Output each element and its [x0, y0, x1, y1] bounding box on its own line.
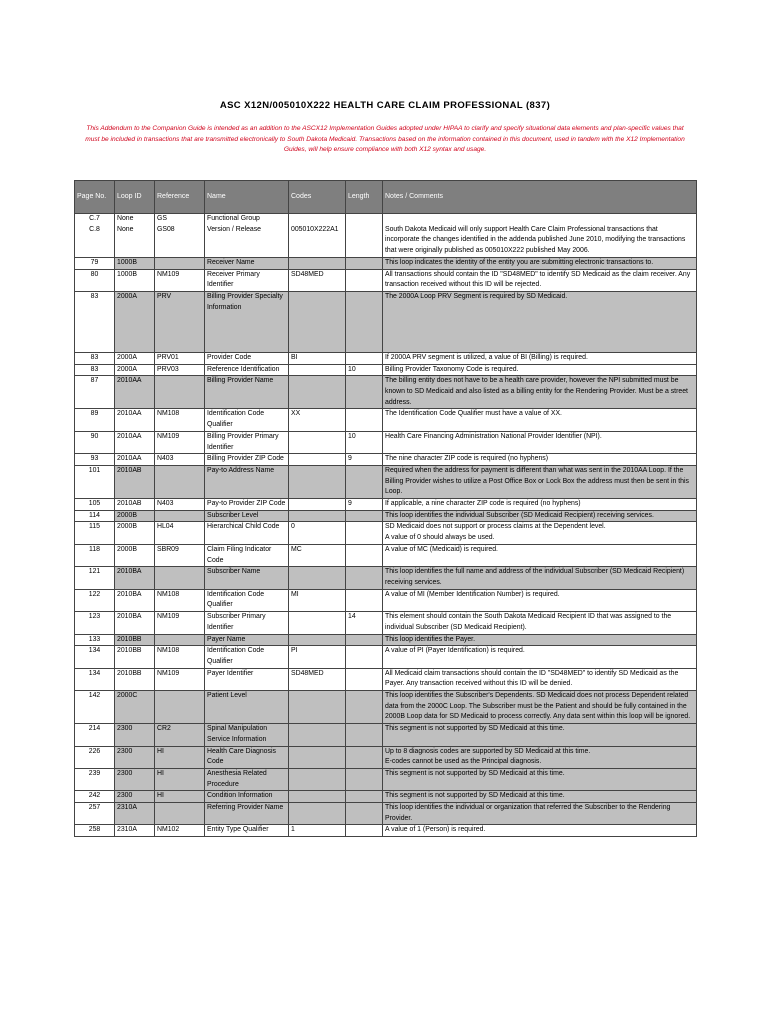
cell-loop-id: 2000C	[115, 691, 155, 724]
cell-page-no: 142	[75, 691, 115, 724]
document-title: ASC X12N/005010X222 HEALTH CARE CLAIM PROFESSIONAL (837)	[219, 100, 551, 111]
cell-notes: A value of MI (Member Identification Number) is required.	[383, 589, 697, 611]
cell-codes	[289, 376, 346, 409]
cell-page-no: 123	[75, 612, 115, 634]
cell-name: Payer Identifier	[205, 668, 289, 690]
cell-name: Identification Code Qualifier	[205, 409, 289, 431]
cell-notes: The billing entity does not have to be a health care provider, however the NPI submitted must be known to SD Medicaid and also listed as a billing entity for the Rendering Provider. Must be a street address.	[383, 376, 697, 409]
cell-length	[346, 409, 383, 431]
cell-page-no: 257	[75, 803, 115, 825]
cell-reference	[155, 257, 205, 269]
cell-loop-id: 2300	[115, 791, 155, 803]
cell-name: Subscriber Primary Identifier	[205, 612, 289, 634]
cell-length	[346, 269, 383, 291]
table-row	[75, 376, 697, 409]
cell-loop-id: 2010AB	[115, 499, 155, 511]
cell-name: Referring Provider Name	[205, 803, 289, 825]
cell-notes: South Dakota Medicaid will only support Health Care Claim Professional transactions that incorporate the changes identified in the addenda published June 2010, modifying the transactions that were originally published as 005010X222 published May 2006.	[383, 214, 697, 258]
table-row	[75, 499, 697, 511]
table-row	[75, 691, 697, 724]
cell-notes: This segment is not supported by SD Medicaid at this time.	[383, 724, 697, 746]
cell-name: Billing Provider Name	[205, 376, 289, 409]
cell-name: Subscriber Name	[205, 567, 289, 589]
cell-name: Health Care Diagnosis Code	[205, 746, 289, 768]
cell-name: Reference Identification	[205, 364, 289, 376]
cell-length	[346, 465, 383, 498]
cell-loop-id: 2000B	[115, 522, 155, 544]
cell-page-no: 214	[75, 724, 115, 746]
cell-notes: This loop identifies the full name and address of the individual Subscriber (SD Medicaid Recipient) receiving services.	[383, 567, 697, 589]
cell-reference: NM102	[155, 825, 205, 837]
cell-notes: Billing Provider Taxonomy Code is required.	[383, 364, 697, 376]
cell-name: Payer Name	[205, 634, 289, 646]
cell-length	[346, 791, 383, 803]
cell-page-no: 115	[75, 522, 115, 544]
cell-notes: All Medicaid claim transactions should contain the ID "SD48MED" to identify SD Medicaid as the Payer. Any transaction received without this ID will be denied.	[383, 668, 697, 690]
cell-length	[346, 825, 383, 837]
cell-notes: Health Care Financing Administration National Provider Identifier (NPI).	[383, 431, 697, 453]
cell-reference: SBR09	[155, 544, 205, 566]
cell-name: Billing Provider Specialty Information	[205, 291, 289, 352]
cell-notes: This segment is not supported by SD Medicaid at this time.	[383, 791, 697, 803]
cell-codes	[289, 257, 346, 269]
cell-length: 9	[346, 499, 383, 511]
cell-codes	[289, 431, 346, 453]
header-codes: Codes	[289, 181, 346, 214]
cell-name: Entity Type Qualifier	[205, 825, 289, 837]
cell-notes: This loop identifies the individual Subscriber (SD Medicaid Recipient) receiving services.	[383, 510, 697, 522]
cell-page-no: 133	[75, 634, 115, 646]
table-row	[75, 257, 697, 269]
cell-reference: HL04	[155, 522, 205, 544]
cell-codes	[289, 746, 346, 768]
cell-page-no: 80	[75, 269, 115, 291]
cell-page-no: 134	[75, 646, 115, 668]
cell-length	[346, 589, 383, 611]
table-row	[75, 791, 697, 803]
cell-length	[346, 567, 383, 589]
table-row	[75, 291, 697, 352]
table-row	[75, 431, 697, 453]
cell-loop-id: None None	[115, 214, 155, 258]
cell-page-no: C.7 C.8	[75, 214, 115, 258]
table-row	[75, 544, 697, 566]
cell-loop-id: 2010AA	[115, 431, 155, 453]
cell-loop-id: 2300	[115, 746, 155, 768]
cell-notes: A value of PI (Payer Identification) is required.	[383, 646, 697, 668]
cell-loop-id: 2010BB	[115, 668, 155, 690]
cell-reference: CR2	[155, 724, 205, 746]
cell-name: Spinal Manipulation Service Information	[205, 724, 289, 746]
cell-reference: NM109	[155, 668, 205, 690]
cell-reference	[155, 510, 205, 522]
cell-loop-id: 2300	[115, 768, 155, 790]
header-name: Name	[205, 181, 289, 214]
cell-notes: A value of 1 (Person) is required.	[383, 825, 697, 837]
table-row	[75, 634, 697, 646]
cell-name: Receiver Name	[205, 257, 289, 269]
cell-reference: HI	[155, 768, 205, 790]
cell-reference	[155, 803, 205, 825]
cell-codes	[289, 291, 346, 352]
cell-codes	[289, 465, 346, 498]
table-row	[75, 768, 697, 790]
cell-notes: This loop identifies the Payer.	[383, 634, 697, 646]
cell-page-no: 226	[75, 746, 115, 768]
cell-notes: Required when the address for payment is different than what was sent in the 2010AA Loop. If the Billing Provider wishes to utilize a Post Office Box or Lock Box the address must then be sent in this Loop.	[383, 465, 697, 498]
table-row	[75, 522, 697, 544]
cell-codes	[289, 691, 346, 724]
cell-length	[346, 668, 383, 690]
cell-reference	[155, 376, 205, 409]
cell-page-no: 83	[75, 352, 115, 364]
cell-page-no: 93	[75, 454, 115, 466]
cell-page-no: 134	[75, 668, 115, 690]
cell-length	[346, 214, 383, 258]
cell-reference: N403	[155, 499, 205, 511]
header-notes: Notes / Comments	[383, 181, 697, 214]
cell-reference	[155, 567, 205, 589]
cell-name: Condition Information	[205, 791, 289, 803]
cell-loop-id: 2010AA	[115, 376, 155, 409]
cell-loop-id: 1000B	[115, 257, 155, 269]
cell-codes	[289, 364, 346, 376]
cell-reference	[155, 691, 205, 724]
cell-length	[346, 522, 383, 544]
cell-reference: PRV01	[155, 352, 205, 364]
cell-notes: All transactions should contain the ID "SD48MED" to identify SD Medicaid as the claim receiver. Any transaction received without this ID will be rejected.	[383, 269, 697, 291]
cell-reference: NM109	[155, 612, 205, 634]
cell-notes: This loop indicates the identity of the entity you are submitting electronic transactions to.	[383, 257, 697, 269]
cell-name: Pay-to Provider ZIP Code	[205, 499, 289, 511]
cell-loop-id: 2300	[115, 724, 155, 746]
cell-loop-id: 2010BA	[115, 612, 155, 634]
cell-name: Claim Filing Indicator Code	[205, 544, 289, 566]
cell-reference: PRV	[155, 291, 205, 352]
cell-codes: MC	[289, 544, 346, 566]
cell-length	[346, 746, 383, 768]
cell-length	[346, 634, 383, 646]
cell-codes: MI	[289, 589, 346, 611]
cell-notes: The nine character ZIP code is required (no hyphens)	[383, 454, 697, 466]
cell-loop-id: 2010BB	[115, 646, 155, 668]
cell-loop-id: 2010BA	[115, 567, 155, 589]
cell-length	[346, 768, 383, 790]
cell-length	[346, 724, 383, 746]
cell-loop-id: 1000B	[115, 269, 155, 291]
cell-length	[346, 691, 383, 724]
cell-page-no: 258	[75, 825, 115, 837]
table-body	[75, 214, 697, 837]
cell-name: Billing Provider ZIP Code	[205, 454, 289, 466]
cell-codes	[289, 567, 346, 589]
cell-notes: The Identification Code Qualifier must have a value of XX.	[383, 409, 697, 431]
table-row	[75, 465, 697, 498]
cell-length	[346, 544, 383, 566]
cell-name: Anesthesia Related Procedure	[205, 768, 289, 790]
cell-codes: SD48MED	[289, 269, 346, 291]
table-row	[75, 510, 697, 522]
cell-length	[346, 376, 383, 409]
table-row	[75, 269, 697, 291]
cell-notes: A value of MC (Medicaid) is required.	[383, 544, 697, 566]
cell-notes: If 2000A PRV segment is utilized, a value of BI (Billing) is required.	[383, 352, 697, 364]
cell-codes: PI	[289, 646, 346, 668]
cell-page-no: 79	[75, 257, 115, 269]
cell-codes	[289, 724, 346, 746]
cell-length: 14	[346, 612, 383, 634]
cell-name: Pay-to Address Name	[205, 465, 289, 498]
cell-length	[346, 510, 383, 522]
cell-codes: SD48MED	[289, 668, 346, 690]
cell-page-no: 105	[75, 499, 115, 511]
cell-page-no: 122	[75, 589, 115, 611]
cell-length	[346, 352, 383, 364]
cell-reference: HI	[155, 746, 205, 768]
cell-name: Identification Code Qualifier	[205, 589, 289, 611]
cell-reference: NM109	[155, 431, 205, 453]
cell-codes	[289, 612, 346, 634]
cell-reference: N403	[155, 454, 205, 466]
cell-page-no: 114	[75, 510, 115, 522]
cell-name: Patient Level	[205, 691, 289, 724]
cell-loop-id: 2310A	[115, 803, 155, 825]
cell-reference: NM108	[155, 646, 205, 668]
cell-codes: 0	[289, 522, 346, 544]
cell-page-no: 89	[75, 409, 115, 431]
cell-page-no: 118	[75, 544, 115, 566]
header-loop-id: Loop ID	[115, 181, 155, 214]
cell-codes: BI	[289, 352, 346, 364]
header-page-no: Page No.	[75, 181, 115, 214]
cell-notes: This segment is not supported by SD Medicaid at this time.	[383, 768, 697, 790]
table-row	[75, 668, 697, 690]
table-row	[75, 646, 697, 668]
cell-notes: Up to 8 diagnosis codes are supported by SD Medicaid at this time. E-codes cannot be used as the Principal diagnosis.	[383, 746, 697, 768]
cell-codes: 005010X222A1	[289, 214, 346, 258]
cell-loop-id: 2010AA	[115, 409, 155, 431]
cell-loop-id: 2000A	[115, 352, 155, 364]
cell-reference: NM108	[155, 409, 205, 431]
cell-name: Receiver Primary Identifier	[205, 269, 289, 291]
table-header-row	[75, 181, 697, 214]
cell-reference	[155, 465, 205, 498]
table-row	[75, 454, 697, 466]
table-row	[75, 803, 697, 825]
cell-codes	[289, 791, 346, 803]
intro-paragraph: This Addendum to the Companion Guide is intended as an addition to the ASCX12 Implementation Guides adopted under HIPAA to clarify and specify situational data elements and plan-specific values that must be included in transactions that are transmitted electronically to South Dakota Medicaid. Transactions based on the information contained in this document, used in tandem with the X12 Implementation Guides, will help ensure compliance with both X12 syntax and usage.	[85, 125, 685, 153]
cell-page-no: 90	[75, 431, 115, 453]
cell-name: Provider Code	[205, 352, 289, 364]
cell-reference	[155, 634, 205, 646]
table-row	[75, 567, 697, 589]
table-row	[75, 589, 697, 611]
cell-length: 9	[346, 454, 383, 466]
cell-loop-id: 2000A	[115, 291, 155, 352]
cell-notes: The 2000A Loop PRV Segment is required by SD Medicaid.	[383, 291, 697, 352]
cell-reference: PRV03	[155, 364, 205, 376]
cell-codes	[289, 803, 346, 825]
cell-length	[346, 803, 383, 825]
cell-length: 10	[346, 431, 383, 453]
cell-page-no: 83	[75, 364, 115, 376]
cell-name: Identification Code Qualifier	[205, 646, 289, 668]
cell-notes: If applicable, a nine character ZIP code is required (no hyphens)	[383, 499, 697, 511]
cell-page-no: 239	[75, 768, 115, 790]
cell-codes	[289, 768, 346, 790]
cell-codes: XX	[289, 409, 346, 431]
header-reference: Reference	[155, 181, 205, 214]
cell-loop-id: 2000B	[115, 510, 155, 522]
cell-name: Functional Group Version / Release	[205, 214, 289, 258]
cell-loop-id: 2000B	[115, 544, 155, 566]
cell-notes: This element should contain the South Dakota Medicaid Recipient ID that was assigned to the individual Subscriber (SD Medicaid Recipient).	[383, 612, 697, 634]
cell-loop-id: 2000A	[115, 364, 155, 376]
cell-page-no: 121	[75, 567, 115, 589]
cell-page-no: 101	[75, 465, 115, 498]
cell-reference: GS GS08	[155, 214, 205, 258]
cell-loop-id: 2010BB	[115, 634, 155, 646]
table-row	[75, 724, 697, 746]
table-row	[75, 364, 697, 376]
table-row	[75, 612, 697, 634]
cell-notes: This loop identifies the Subscriber's Dependents. SD Medicaid does not process Dependent related data from the 2000C Loop. The Subscriber must be the Patient and should be fully contained in the 2000B Loop data for SD Medicaid to process correctly. Any data sent within this loop will be ignored.	[383, 691, 697, 724]
cell-page-no: 83	[75, 291, 115, 352]
cell-page-no: 87	[75, 376, 115, 409]
cell-codes	[289, 499, 346, 511]
cell-notes: SD Medicaid does not support or process claims at the Dependent level. A value of 0 should always be used.	[383, 522, 697, 544]
cell-page-no: 242	[75, 791, 115, 803]
cell-loop-id: 2010AB	[115, 465, 155, 498]
cell-length	[346, 646, 383, 668]
cell-reference: NM109	[155, 269, 205, 291]
cell-name: Billing Provider Primary Identifier	[205, 431, 289, 453]
cell-notes: This loop identifies the individual or organization that referred the Subscriber to the Rendering Provider.	[383, 803, 697, 825]
cell-name: Hierarchical Child Code	[205, 522, 289, 544]
cell-codes: 1	[289, 825, 346, 837]
table-row	[75, 746, 697, 768]
cell-codes	[289, 634, 346, 646]
table-row	[75, 409, 697, 431]
cell-reference: NM108	[155, 589, 205, 611]
cell-codes	[289, 454, 346, 466]
cell-codes	[289, 510, 346, 522]
cell-length	[346, 257, 383, 269]
cell-loop-id: 2010AA	[115, 454, 155, 466]
table-row	[75, 214, 697, 258]
cell-length	[346, 291, 383, 352]
header-length: Length	[346, 181, 383, 214]
cell-length: 10	[346, 364, 383, 376]
claim-specification-table	[74, 180, 697, 837]
cell-loop-id: 2310A	[115, 825, 155, 837]
table-row	[75, 352, 697, 364]
table-row	[75, 825, 697, 837]
cell-name: Subscriber Level	[205, 510, 289, 522]
cell-reference: HI	[155, 791, 205, 803]
cell-loop-id: 2010BA	[115, 589, 155, 611]
